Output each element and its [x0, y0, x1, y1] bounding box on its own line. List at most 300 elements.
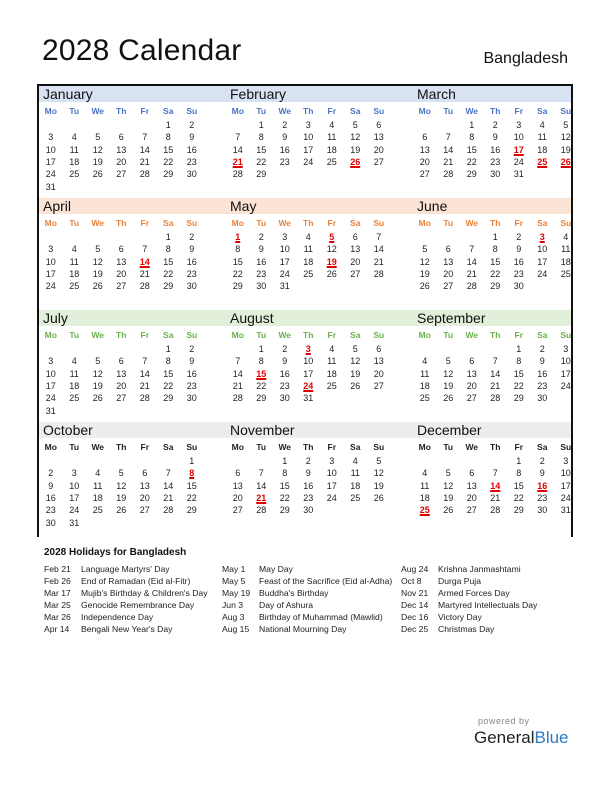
calendar-day[interactable]: 4: [71, 132, 77, 143]
calendar-day[interactable]: 7: [492, 468, 498, 479]
holiday-day[interactable]: 25: [537, 156, 548, 167]
calendar-day[interactable]: 5: [95, 132, 101, 143]
holiday-day[interactable]: 5: [329, 232, 335, 242]
calendar-day[interactable]: 6: [352, 232, 358, 242]
calendar-day[interactable]: 7: [165, 468, 171, 479]
calendar-day[interactable]: 3: [563, 344, 569, 354]
holiday-day[interactable]: 24: [303, 380, 314, 391]
calendar-day[interactable]: 14: [232, 368, 243, 379]
calendar-day[interactable]: 19: [92, 268, 103, 279]
calendar-day[interactable]: 3: [48, 244, 54, 255]
calendar-day[interactable]: 28: [232, 169, 243, 180]
calendar-day[interactable]: 9: [305, 468, 311, 479]
calendar-day[interactable]: 25: [303, 268, 314, 279]
calendar-day[interactable]: 9: [516, 244, 522, 255]
calendar-day[interactable]: 11: [327, 132, 337, 143]
calendar-day[interactable]: 17: [326, 480, 337, 491]
calendar-day[interactable]: 11: [537, 132, 547, 143]
calendar-day[interactable]: 12: [92, 368, 103, 379]
calendar-day[interactable]: 19: [92, 380, 103, 391]
calendar-day[interactable]: 5: [563, 120, 569, 130]
calendar-day[interactable]: 18: [69, 156, 80, 167]
calendar-day[interactable]: 9: [189, 244, 195, 255]
calendar-day[interactable]: 25: [350, 492, 361, 503]
calendar-day[interactable]: 25: [326, 156, 337, 167]
calendar-day[interactable]: 17: [45, 268, 56, 279]
calendar-day[interactable]: 10: [560, 468, 571, 479]
calendar-day[interactable]: 22: [466, 156, 477, 167]
calendar-day[interactable]: 26: [443, 505, 454, 516]
calendar-day[interactable]: 26: [116, 505, 127, 516]
calendar-day[interactable]: 21: [490, 380, 501, 391]
holiday-day[interactable]: 1: [235, 232, 241, 242]
calendar-day[interactable]: 15: [232, 256, 243, 267]
calendar-day[interactable]: 27: [232, 505, 243, 516]
calendar-day[interactable]: 17: [45, 380, 56, 391]
calendar-day[interactable]: 18: [537, 144, 548, 155]
calendar-day[interactable]: 17: [303, 144, 314, 155]
calendar-day[interactable]: 25: [69, 281, 80, 292]
calendar-day[interactable]: 23: [303, 492, 314, 503]
calendar-day[interactable]: 13: [116, 256, 127, 267]
calendar-day[interactable]: 15: [490, 256, 501, 267]
calendar-day[interactable]: 14: [466, 256, 477, 267]
calendar-day[interactable]: 18: [92, 492, 103, 503]
calendar-day[interactable]: 29: [163, 281, 174, 292]
calendar-day[interactable]: 14: [373, 244, 384, 255]
calendar-day[interactable]: 2: [492, 120, 498, 130]
calendar-day[interactable]: 24: [326, 492, 337, 503]
calendar-day[interactable]: 18: [419, 492, 430, 503]
calendar-day[interactable]: 31: [45, 405, 56, 416]
calendar-day[interactable]: 29: [256, 393, 267, 404]
calendar-day[interactable]: 8: [282, 468, 288, 479]
calendar-day[interactable]: 4: [539, 120, 545, 130]
calendar-day[interactable]: 23: [45, 505, 56, 516]
calendar-day[interactable]: 16: [279, 144, 290, 155]
calendar-day[interactable]: 20: [116, 156, 127, 167]
calendar-day[interactable]: 6: [469, 468, 475, 479]
calendar-day[interactable]: 6: [118, 244, 124, 255]
calendar-day[interactable]: 8: [235, 244, 241, 255]
calendar-day[interactable]: 26: [92, 393, 103, 404]
calendar-day[interactable]: 27: [466, 393, 477, 404]
calendar-day[interactable]: 16: [186, 368, 197, 379]
calendar-day[interactable]: 20: [139, 492, 150, 503]
holiday-day[interactable]: 25: [419, 505, 430, 516]
calendar-day[interactable]: 29: [490, 281, 501, 292]
calendar-day[interactable]: 29: [466, 169, 477, 180]
calendar-day[interactable]: 30: [186, 393, 197, 404]
calendar-day[interactable]: 13: [443, 256, 454, 267]
calendar-day[interactable]: 5: [118, 468, 124, 479]
calendar-day[interactable]: 21: [232, 380, 243, 391]
calendar-day[interactable]: 30: [537, 505, 548, 516]
calendar-day[interactable]: 10: [537, 244, 548, 255]
calendar-day[interactable]: 7: [492, 356, 498, 367]
calendar-day[interactable]: 4: [352, 456, 358, 466]
calendar-day[interactable]: 19: [92, 156, 103, 167]
calendar-day[interactable]: 11: [420, 480, 430, 491]
calendar-day[interactable]: 28: [139, 281, 150, 292]
calendar-day[interactable]: 9: [539, 468, 545, 479]
calendar-day[interactable]: 27: [373, 380, 384, 391]
calendar-day[interactable]: 18: [69, 380, 80, 391]
calendar-day[interactable]: 12: [326, 244, 337, 255]
calendar-day[interactable]: 11: [69, 144, 79, 155]
calendar-day[interactable]: 25: [560, 268, 571, 279]
holiday-day[interactable]: 26: [560, 156, 571, 167]
calendar-day[interactable]: 10: [279, 244, 290, 255]
calendar-day[interactable]: 22: [490, 268, 501, 279]
calendar-day[interactable]: 22: [186, 492, 197, 503]
calendar-day[interactable]: 23: [186, 380, 197, 391]
calendar-day[interactable]: 16: [279, 368, 290, 379]
calendar-day[interactable]: 15: [186, 480, 197, 491]
calendar-day[interactable]: 2: [48, 468, 54, 479]
calendar-day[interactable]: 17: [537, 256, 548, 267]
calendar-day[interactable]: 12: [350, 132, 361, 143]
calendar-day[interactable]: 11: [350, 468, 360, 479]
calendar-day[interactable]: 9: [282, 132, 288, 143]
calendar-day[interactable]: 5: [376, 456, 382, 466]
calendar-day[interactable]: 7: [445, 132, 451, 143]
calendar-day[interactable]: 28: [232, 393, 243, 404]
calendar-day[interactable]: 28: [373, 268, 384, 279]
calendar-day[interactable]: 20: [419, 156, 430, 167]
calendar-day[interactable]: 28: [163, 505, 174, 516]
calendar-day[interactable]: 30: [279, 393, 290, 404]
calendar-day[interactable]: 29: [232, 281, 243, 292]
calendar-day[interactable]: 18: [326, 144, 337, 155]
holiday-day[interactable]: 26: [350, 156, 361, 167]
calendar-day[interactable]: 21: [443, 156, 454, 167]
calendar-day[interactable]: 19: [116, 492, 127, 503]
calendar-day[interactable]: 17: [303, 368, 314, 379]
calendar-day[interactable]: 27: [373, 156, 384, 167]
calendar-day[interactable]: 11: [420, 368, 430, 379]
calendar-day[interactable]: 29: [186, 505, 197, 516]
calendar-day[interactable]: 13: [116, 144, 127, 155]
calendar-day[interactable]: 21: [163, 492, 174, 503]
calendar-day[interactable]: 8: [258, 356, 264, 367]
calendar-day[interactable]: 18: [350, 480, 361, 491]
calendar-day[interactable]: 2: [282, 120, 288, 130]
calendar-day[interactable]: 5: [95, 244, 101, 255]
calendar-day[interactable]: 25: [419, 393, 430, 404]
calendar-day[interactable]: 8: [165, 356, 171, 367]
calendar-day[interactable]: 30: [490, 169, 501, 180]
calendar-day[interactable]: 19: [350, 368, 361, 379]
calendar-day[interactable]: 18: [560, 256, 571, 267]
calendar-day[interactable]: 3: [48, 356, 54, 367]
calendar-day[interactable]: 28: [490, 393, 501, 404]
calendar-day[interactable]: 2: [539, 344, 545, 354]
calendar-day[interactable]: 3: [563, 456, 569, 466]
calendar-day[interactable]: 10: [326, 468, 337, 479]
calendar-day[interactable]: 19: [560, 144, 571, 155]
calendar-day[interactable]: 29: [163, 393, 174, 404]
calendar-day[interactable]: 27: [419, 169, 430, 180]
calendar-day[interactable]: 13: [419, 144, 430, 155]
calendar-day[interactable]: 4: [329, 120, 335, 130]
calendar-day[interactable]: 15: [163, 368, 174, 379]
calendar-day[interactable]: 17: [560, 480, 571, 491]
calendar-day[interactable]: 12: [419, 256, 430, 267]
calendar-day[interactable]: 13: [116, 368, 127, 379]
calendar-day[interactable]: 5: [352, 120, 358, 130]
calendar-day[interactable]: 14: [139, 144, 150, 155]
calendar-day[interactable]: 16: [186, 144, 197, 155]
calendar-day[interactable]: 26: [373, 492, 384, 503]
calendar-day[interactable]: 2: [539, 456, 545, 466]
calendar-day[interactable]: 26: [92, 169, 103, 180]
calendar-day[interactable]: 13: [466, 368, 477, 379]
calendar-day[interactable]: 30: [45, 517, 56, 528]
calendar-day[interactable]: 10: [560, 356, 571, 367]
calendar-day[interactable]: 10: [69, 480, 80, 491]
calendar-day[interactable]: 13: [373, 356, 384, 367]
calendar-day[interactable]: 16: [256, 256, 267, 267]
calendar-day[interactable]: 25: [326, 380, 337, 391]
calendar-day[interactable]: 19: [419, 268, 430, 279]
calendar-day[interactable]: 2: [189, 344, 195, 354]
calendar-day[interactable]: 30: [186, 169, 197, 180]
calendar-day[interactable]: 12: [443, 480, 454, 491]
holiday-day[interactable]: 14: [490, 480, 501, 491]
calendar-day[interactable]: 12: [92, 144, 103, 155]
calendar-day[interactable]: 25: [69, 169, 80, 180]
calendar-day[interactable]: 26: [443, 393, 454, 404]
generalblue-logo[interactable]: [474, 728, 569, 748]
calendar-day[interactable]: 1: [165, 120, 171, 130]
calendar-day[interactable]: 23: [537, 380, 548, 391]
calendar-day[interactable]: 1: [469, 120, 475, 130]
calendar-day[interactable]: 17: [69, 492, 80, 503]
calendar-day[interactable]: 21: [373, 256, 384, 267]
calendar-day[interactable]: 26: [92, 281, 103, 292]
calendar-day[interactable]: 13: [232, 480, 243, 491]
calendar-day[interactable]: 4: [71, 244, 77, 255]
calendar-day[interactable]: 27: [139, 505, 150, 516]
holiday-day[interactable]: 21: [256, 492, 267, 503]
calendar-day[interactable]: 20: [373, 368, 384, 379]
calendar-day[interactable]: 2: [189, 120, 195, 130]
calendar-day[interactable]: 23: [279, 156, 290, 167]
calendar-day[interactable]: 15: [513, 480, 524, 491]
calendar-day[interactable]: 7: [142, 132, 148, 143]
calendar-day[interactable]: 27: [116, 169, 127, 180]
calendar-day[interactable]: 24: [513, 156, 524, 167]
calendar-day[interactable]: 31: [560, 505, 571, 516]
calendar-day[interactable]: 7: [469, 244, 475, 255]
calendar-day[interactable]: 1: [516, 456, 522, 466]
calendar-day[interactable]: 23: [256, 268, 267, 279]
calendar-day[interactable]: 8: [516, 468, 522, 479]
holiday-day[interactable]: 16: [537, 480, 548, 491]
calendar-day[interactable]: 9: [282, 356, 288, 367]
calendar-day[interactable]: 11: [69, 256, 79, 267]
calendar-day[interactable]: 20: [232, 492, 243, 503]
calendar-day[interactable]: 1: [282, 456, 288, 466]
holiday-day[interactable]: 21: [232, 156, 243, 167]
calendar-day[interactable]: 22: [163, 268, 174, 279]
calendar-day[interactable]: 3: [516, 120, 522, 130]
calendar-day[interactable]: 20: [350, 256, 361, 267]
calendar-day[interactable]: 2: [189, 232, 195, 242]
calendar-day[interactable]: 22: [279, 492, 290, 503]
calendar-day[interactable]: 22: [513, 380, 524, 391]
calendar-day[interactable]: 24: [279, 268, 290, 279]
calendar-day[interactable]: 7: [142, 244, 148, 255]
calendar-day[interactable]: 9: [48, 480, 54, 491]
calendar-day[interactable]: 22: [256, 156, 267, 167]
calendar-day[interactable]: 2: [258, 232, 264, 242]
calendar-day[interactable]: 8: [492, 244, 498, 255]
calendar-day[interactable]: 17: [560, 368, 571, 379]
calendar-day[interactable]: 5: [422, 244, 428, 255]
calendar-day[interactable]: 14: [232, 144, 243, 155]
calendar-day[interactable]: 16: [537, 368, 548, 379]
calendar-day[interactable]: 4: [329, 344, 335, 354]
calendar-day[interactable]: 9: [189, 132, 195, 143]
holiday-day[interactable]: 8: [189, 468, 195, 479]
calendar-day[interactable]: 22: [163, 380, 174, 391]
calendar-day[interactable]: 11: [327, 356, 337, 367]
calendar-day[interactable]: 20: [443, 268, 454, 279]
calendar-day[interactable]: 29: [513, 393, 524, 404]
calendar-day[interactable]: 10: [513, 132, 524, 143]
calendar-day[interactable]: 9: [189, 356, 195, 367]
calendar-day[interactable]: 4: [422, 356, 428, 367]
calendar-day[interactable]: 23: [490, 156, 501, 167]
calendar-day[interactable]: 22: [256, 380, 267, 391]
calendar-day[interactable]: 29: [163, 169, 174, 180]
calendar-day[interactable]: 17: [279, 256, 290, 267]
calendar-day[interactable]: 12: [350, 356, 361, 367]
calendar-day[interactable]: 3: [305, 120, 311, 130]
calendar-day[interactable]: 5: [352, 344, 358, 354]
calendar-day[interactable]: 14: [139, 368, 150, 379]
calendar-day[interactable]: 8: [165, 244, 171, 255]
holiday-day[interactable]: 19: [326, 256, 337, 267]
calendar-day[interactable]: 6: [235, 468, 241, 479]
calendar-day[interactable]: 23: [513, 268, 524, 279]
calendar-day[interactable]: 18: [303, 256, 314, 267]
calendar-day[interactable]: 19: [350, 144, 361, 155]
calendar-day[interactable]: 6: [469, 356, 475, 367]
calendar-day[interactable]: 25: [69, 393, 80, 404]
calendar-day[interactable]: 15: [513, 368, 524, 379]
calendar-day[interactable]: 4: [563, 232, 569, 242]
calendar-day[interactable]: 12: [373, 468, 384, 479]
calendar-day[interactable]: 2: [516, 232, 522, 242]
calendar-day[interactable]: 30: [256, 281, 267, 292]
calendar-day[interactable]: 24: [45, 393, 56, 404]
calendar-day[interactable]: 11: [303, 244, 313, 255]
calendar-day[interactable]: 26: [350, 380, 361, 391]
calendar-day[interactable]: 6: [376, 120, 382, 130]
calendar-day[interactable]: 7: [376, 232, 382, 242]
calendar-day[interactable]: 24: [560, 380, 571, 391]
calendar-day[interactable]: 13: [350, 244, 361, 255]
calendar-day[interactable]: 23: [186, 268, 197, 279]
calendar-day[interactable]: 9: [539, 356, 545, 367]
calendar-day[interactable]: 8: [165, 132, 171, 143]
calendar-day[interactable]: 4: [71, 356, 77, 367]
calendar-day[interactable]: 10: [45, 256, 56, 267]
calendar-day[interactable]: 27: [443, 281, 454, 292]
calendar-day[interactable]: 7: [142, 356, 148, 367]
calendar-day[interactable]: 26: [419, 281, 430, 292]
calendar-day[interactable]: 20: [466, 380, 477, 391]
calendar-day[interactable]: 6: [118, 356, 124, 367]
calendar-day[interactable]: 3: [329, 456, 335, 466]
calendar-day[interactable]: 19: [373, 480, 384, 491]
calendar-day[interactable]: 24: [537, 268, 548, 279]
calendar-day[interactable]: 30: [303, 505, 314, 516]
calendar-day[interactable]: 20: [466, 492, 477, 503]
calendar-day[interactable]: 7: [258, 468, 264, 479]
holiday-day[interactable]: 3: [539, 232, 545, 242]
calendar-day[interactable]: 8: [258, 132, 264, 143]
calendar-day[interactable]: 7: [235, 132, 241, 143]
calendar-day[interactable]: 12: [443, 368, 454, 379]
calendar-day[interactable]: 15: [163, 144, 174, 155]
calendar-day[interactable]: 12: [560, 132, 571, 143]
calendar-day[interactable]: 20: [116, 380, 127, 391]
calendar-day[interactable]: 27: [116, 393, 127, 404]
calendar-day[interactable]: 28: [139, 169, 150, 180]
calendar-day[interactable]: 22: [163, 156, 174, 167]
calendar-day[interactable]: 22: [513, 492, 524, 503]
calendar-day[interactable]: 10: [45, 144, 56, 155]
calendar-day[interactable]: 4: [305, 232, 311, 242]
calendar-day[interactable]: 29: [279, 505, 290, 516]
calendar-day[interactable]: 30: [537, 393, 548, 404]
calendar-day[interactable]: 30: [513, 281, 524, 292]
calendar-day[interactable]: 6: [376, 344, 382, 354]
calendar-day[interactable]: 21: [139, 156, 150, 167]
calendar-day[interactable]: 3: [71, 468, 77, 479]
calendar-day[interactable]: 15: [279, 480, 290, 491]
calendar-day[interactable]: 13: [373, 132, 384, 143]
calendar-day[interactable]: 15: [466, 144, 477, 155]
calendar-day[interactable]: 2: [282, 344, 288, 354]
calendar-day[interactable]: 23: [279, 380, 290, 391]
calendar-day[interactable]: 18: [326, 368, 337, 379]
calendar-day[interactable]: 19: [443, 492, 454, 503]
calendar-day[interactable]: 6: [445, 244, 451, 255]
calendar-day[interactable]: 26: [326, 268, 337, 279]
calendar-day[interactable]: 9: [258, 244, 264, 255]
calendar-day[interactable]: 31: [69, 517, 80, 528]
calendar-day[interactable]: 21: [139, 268, 150, 279]
holiday-day[interactable]: 14: [139, 256, 150, 267]
calendar-day[interactable]: 25: [92, 505, 103, 516]
calendar-day[interactable]: 28: [443, 169, 454, 180]
calendar-day[interactable]: 12: [92, 256, 103, 267]
calendar-day[interactable]: 16: [303, 480, 314, 491]
calendar-day[interactable]: 29: [256, 169, 267, 180]
calendar-day[interactable]: 1: [165, 232, 171, 242]
calendar-day[interactable]: 8: [469, 132, 475, 143]
calendar-day[interactable]: 27: [350, 268, 361, 279]
calendar-day[interactable]: 5: [445, 356, 451, 367]
calendar-day[interactable]: 22: [232, 268, 243, 279]
calendar-day[interactable]: 24: [45, 169, 56, 180]
calendar-day[interactable]: 10: [45, 368, 56, 379]
